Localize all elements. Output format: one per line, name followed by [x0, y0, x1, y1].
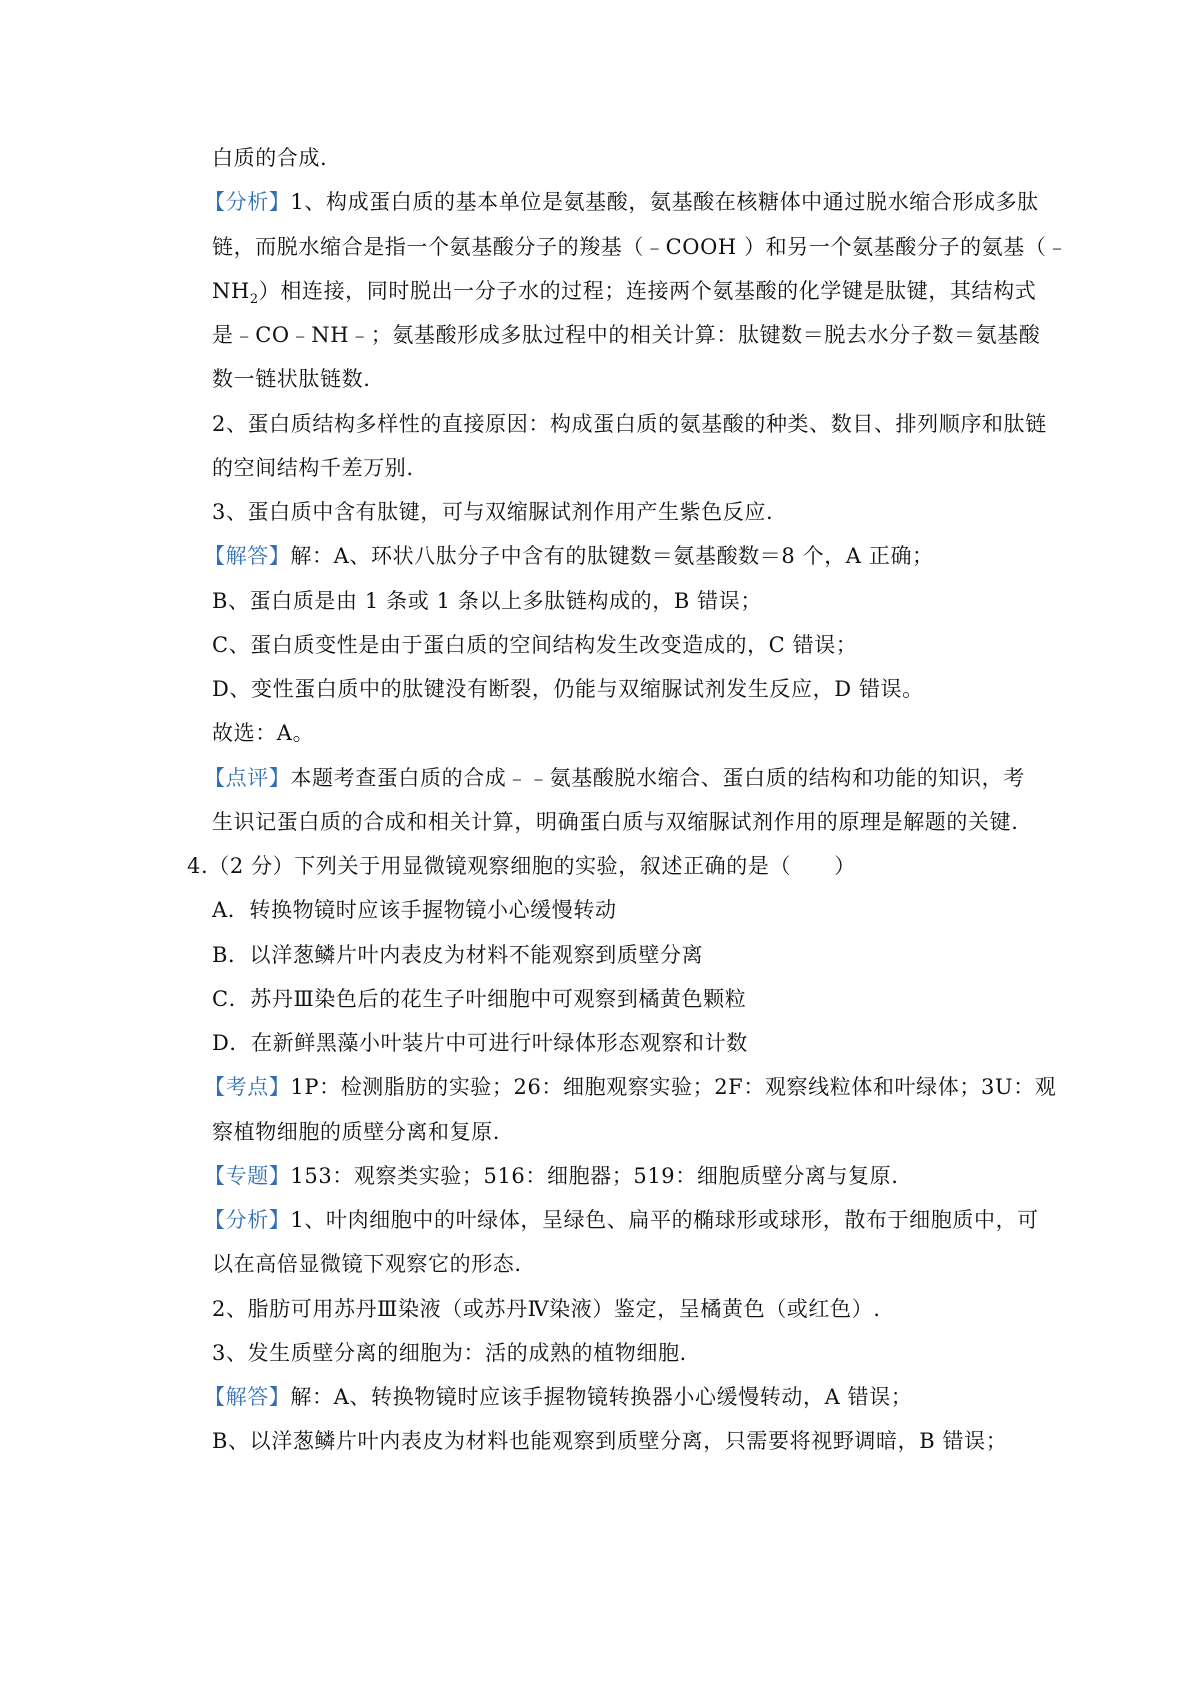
question-4: 4.（2 分）下列关于用显微镜观察细胞的实验，叙述正确的是（ ） [187, 854, 856, 878]
text-line: 生识记蛋白质的合成和相关计算，明确蛋白质与双缩脲试剂作用的原理是解题的关键. [212, 810, 1019, 834]
text-line: 察植物细胞的质壁分离和复原. [212, 1120, 501, 1144]
text-line: B、蛋白质是由 1 条或 1 条以上多肽链构成的，B 错误； [212, 589, 762, 613]
text-line: C、蛋白质变性是由于蛋白质的空间结构发生改变造成的，C 错误； [212, 633, 858, 657]
formula-nh: NH [212, 279, 250, 303]
section-tag-analysis: 【分析】 [204, 190, 291, 214]
section-tag-analysis: 【分析】 [204, 1208, 291, 1232]
text-line: 3、发生质壁分离的细胞为：活的成熟的植物细胞. [212, 1341, 687, 1365]
section-tag-topic: 【专题】 [204, 1164, 291, 1188]
text-line: 3、蛋白质中含有肽键，可与双缩脲试剂作用产生紫色反应. [212, 500, 774, 524]
keypoint-paragraph [204, 1072, 1057, 1102]
text-line: 以在高倍显微镜下观察它的形态. [212, 1252, 522, 1276]
text-line: 数一链状肽链数. [212, 367, 371, 391]
text-line: 的空间结构千差万别. [212, 456, 414, 480]
analysis-paragraph [204, 187, 1039, 217]
option-d: D．在新鲜黑藻小叶装片中可进行叶绿体形态观察和计数 [212, 1031, 748, 1055]
section-tag-answer: 【解答】 [204, 1385, 291, 1409]
text-line: 2、脂肪可用苏丹Ⅲ染液（或苏丹Ⅳ染液）鉴定，呈橘黄色（或红色）. [212, 1297, 881, 1321]
option-a: A．转换物镜时应该手握物镜小心缓慢转动 [212, 898, 617, 922]
answer-paragraph-2 [204, 1382, 1024, 1412]
text-line: 2、蛋白质结构多样性的直接原因：构成蛋白质的氨基酸的种类、数目、排列顺序和肽链 [212, 412, 1047, 436]
section-tag-answer: 【解答】 [204, 544, 291, 568]
text-line: D、变性蛋白质中的肽键没有断裂，仍能与双缩脲试剂发生反应，D 错误。 [212, 677, 924, 701]
text-run: 解：A、转换物镜时应该手握物镜转换器小心缓慢转动，A 错误； [290, 1385, 913, 1409]
subscript: 2 [249, 292, 259, 308]
answer-paragraph [204, 541, 1024, 571]
text-run: 153：观察类实验；516：细胞器；519：细胞质壁分离与复原. [290, 1164, 899, 1188]
text-run: 1、叶肉细胞中的叶绿体，呈绿色、扁平的椭球形或球形，散布于细胞质中，可 [290, 1208, 1039, 1232]
text-run: 本题考查蛋白质的合成﹣﹣氨基酸脱水缩合、蛋白质的结构和功能的知识，考 [290, 766, 1025, 790]
text-run: 1、构成蛋白质的基本单位是氨基酸，氨基酸在核糖体中通过脱水缩合形成多肽 [290, 190, 1039, 214]
text-run: ）相连接，同时脱出一分子水的过程；连接两个氨基酸的化学键是肽键，其结构式 [258, 279, 1037, 303]
section-tag-comment: 【点评】 [204, 766, 291, 790]
comment-paragraph [204, 763, 1024, 793]
text-line: B、以洋葱鳞片叶内表皮为材料也能观察到质壁分离，只需要将视野调暗，B 错误； [212, 1429, 1008, 1453]
option-c: C．苏丹Ⅲ染色后的花生子叶细胞中可观察到橘黄色颗粒 [212, 987, 747, 1011]
text-run: 解：A、环状八肽分子中含有的肽键数＝氨基酸数＝8 个，A 正确； [290, 544, 934, 568]
analysis-paragraph-2 [204, 1205, 1039, 1235]
text-line: 故选：A。 [212, 721, 315, 745]
section-tag-keypoint: 【考点】 [204, 1075, 291, 1099]
text-line: 链，而脱水缩合是指一个氨基酸分子的羧基（﹣COOH ）和另一个氨基酸分子的氨基（﹣ [212, 235, 1069, 259]
topic-paragraph [204, 1161, 1024, 1191]
option-b: B．以洋葱鳞片叶内表皮为材料不能观察到质壁分离 [212, 943, 704, 967]
text-line: 白质的合成. [212, 146, 328, 170]
text-line [212, 276, 1037, 308]
text-line: 是﹣CO﹣NH﹣；氨基酸形成多肽过程中的相关计算：肽键数＝脱去水分子数＝氨基酸 [212, 323, 1041, 347]
text-run: 1P：检测脂肪的实验；26：细胞观察实验；2F：观察线粒体和叶绿体；3U：观 [290, 1075, 1057, 1099]
